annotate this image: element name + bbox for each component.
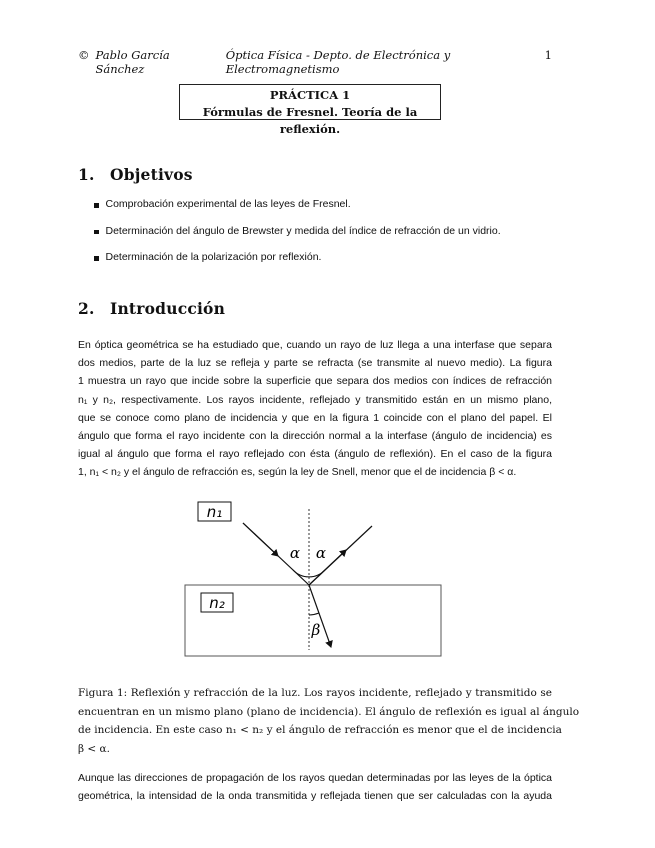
text-line: que se conoce como plano de incidencia y que en la figura 1 coincide con el plano del papel. El xyxy=(78,411,552,424)
text-line: 1, n₁ < n₂ y el ángulo de refracción es, según la ley de Snell, menor que el de incidencia β < α. xyxy=(78,466,517,479)
reflected-ray-arrow xyxy=(309,550,346,585)
page-header xyxy=(78,48,552,76)
caption-line: de incidencia. En este caso n₁ < n₂ y el ángulo de refracción es menor que el de incidencia xyxy=(78,724,562,736)
list-item xyxy=(94,251,501,278)
text-line: En óptica geométrica se ha estudiado que, cuando un rayo de luz llega a una interfase que separa xyxy=(78,339,552,351)
section-number: 1. xyxy=(78,165,95,184)
bullet-square-icon xyxy=(94,256,99,261)
figure-caption xyxy=(78,684,580,758)
text-line: dos medios, parte de la luz se refleja y parte se refracta (se transmite al nuevo medio). La figura xyxy=(78,357,552,370)
course-name: Óptica Física - Depto. de Electrónica y Electromagnetismo xyxy=(225,48,451,76)
text-line: Aunque las direcciones de propagación de los rayos quedan determinadas por las leyes de la óptica xyxy=(78,772,552,784)
list-item-text: Determinación de la polarización por reflexión. xyxy=(105,251,322,263)
section-title: Objetivos xyxy=(110,165,193,184)
text-line: n₁ y n₂, respectivamente. Los rayos incidente, reflejado y transmitido están en un mismo plano, xyxy=(78,393,552,406)
alpha-right-label: α xyxy=(315,544,327,562)
list-item xyxy=(94,225,501,252)
reflection-refraction-figure xyxy=(180,495,445,660)
page-number: 1 xyxy=(544,48,552,62)
section-title: Introducción xyxy=(110,299,226,318)
caption-line: Figura 1: Reflexión y refracción de la luz. Los rayos incidente, reflejado y transmitido se xyxy=(78,687,552,699)
bullet-square-icon xyxy=(94,230,99,235)
text-line: 1 muestra un rayo que incide sobre la superficie que separa dos medios con índices de refracción xyxy=(78,375,552,388)
section-heading-objetivos xyxy=(78,165,193,184)
practice-title: Fórmulas de Fresnel. Teoría de la reflexión. xyxy=(202,105,418,136)
beta-arc xyxy=(309,613,319,615)
beta-label: β xyxy=(311,621,321,639)
practice-number: PRÁCTICA 1 xyxy=(269,88,351,102)
author-name: Pablo García Sánchez xyxy=(95,48,170,76)
text-line: ángulo que forma el rayo incidente con la dirección normal a la interfase (ángulo de incidencia) es xyxy=(78,430,552,443)
copyright-symbol: © xyxy=(78,48,90,62)
n1-label: n₁ xyxy=(206,503,223,521)
caption-line: β < α. xyxy=(78,742,110,755)
caption-line: encuentran en un mismo plano (plano de incidencia). El ángulo de reflexión es igual al ángulo xyxy=(78,705,580,718)
text-line: geométrica, la intensidad de la onda transmitida y reflejada tienen que ser calculadas con la ayuda xyxy=(78,790,552,803)
text-line: igual al ángulo que forma el rayo reflejado con ésta (ángulo de reflexión). En el caso de la figura xyxy=(78,448,552,461)
closing-paragraph xyxy=(78,769,552,805)
incident-ray-arrow xyxy=(243,523,278,556)
section-heading-introduccion xyxy=(78,299,225,318)
list-item xyxy=(94,198,501,225)
section-number: 2. xyxy=(78,299,95,318)
n2-label: n₂ xyxy=(209,594,225,612)
title-box xyxy=(179,84,441,136)
objectives-list xyxy=(94,198,501,278)
list-item-text: Determinación del ángulo de Brewster y medida del índice de refracción de un vidrio. xyxy=(105,224,501,237)
bullet-square-icon xyxy=(94,203,99,208)
list-item-text: Comprobación experimental de las leyes de Fresnel. xyxy=(105,198,351,210)
intro-paragraph xyxy=(78,336,552,482)
alpha-left-label: α xyxy=(289,544,301,562)
